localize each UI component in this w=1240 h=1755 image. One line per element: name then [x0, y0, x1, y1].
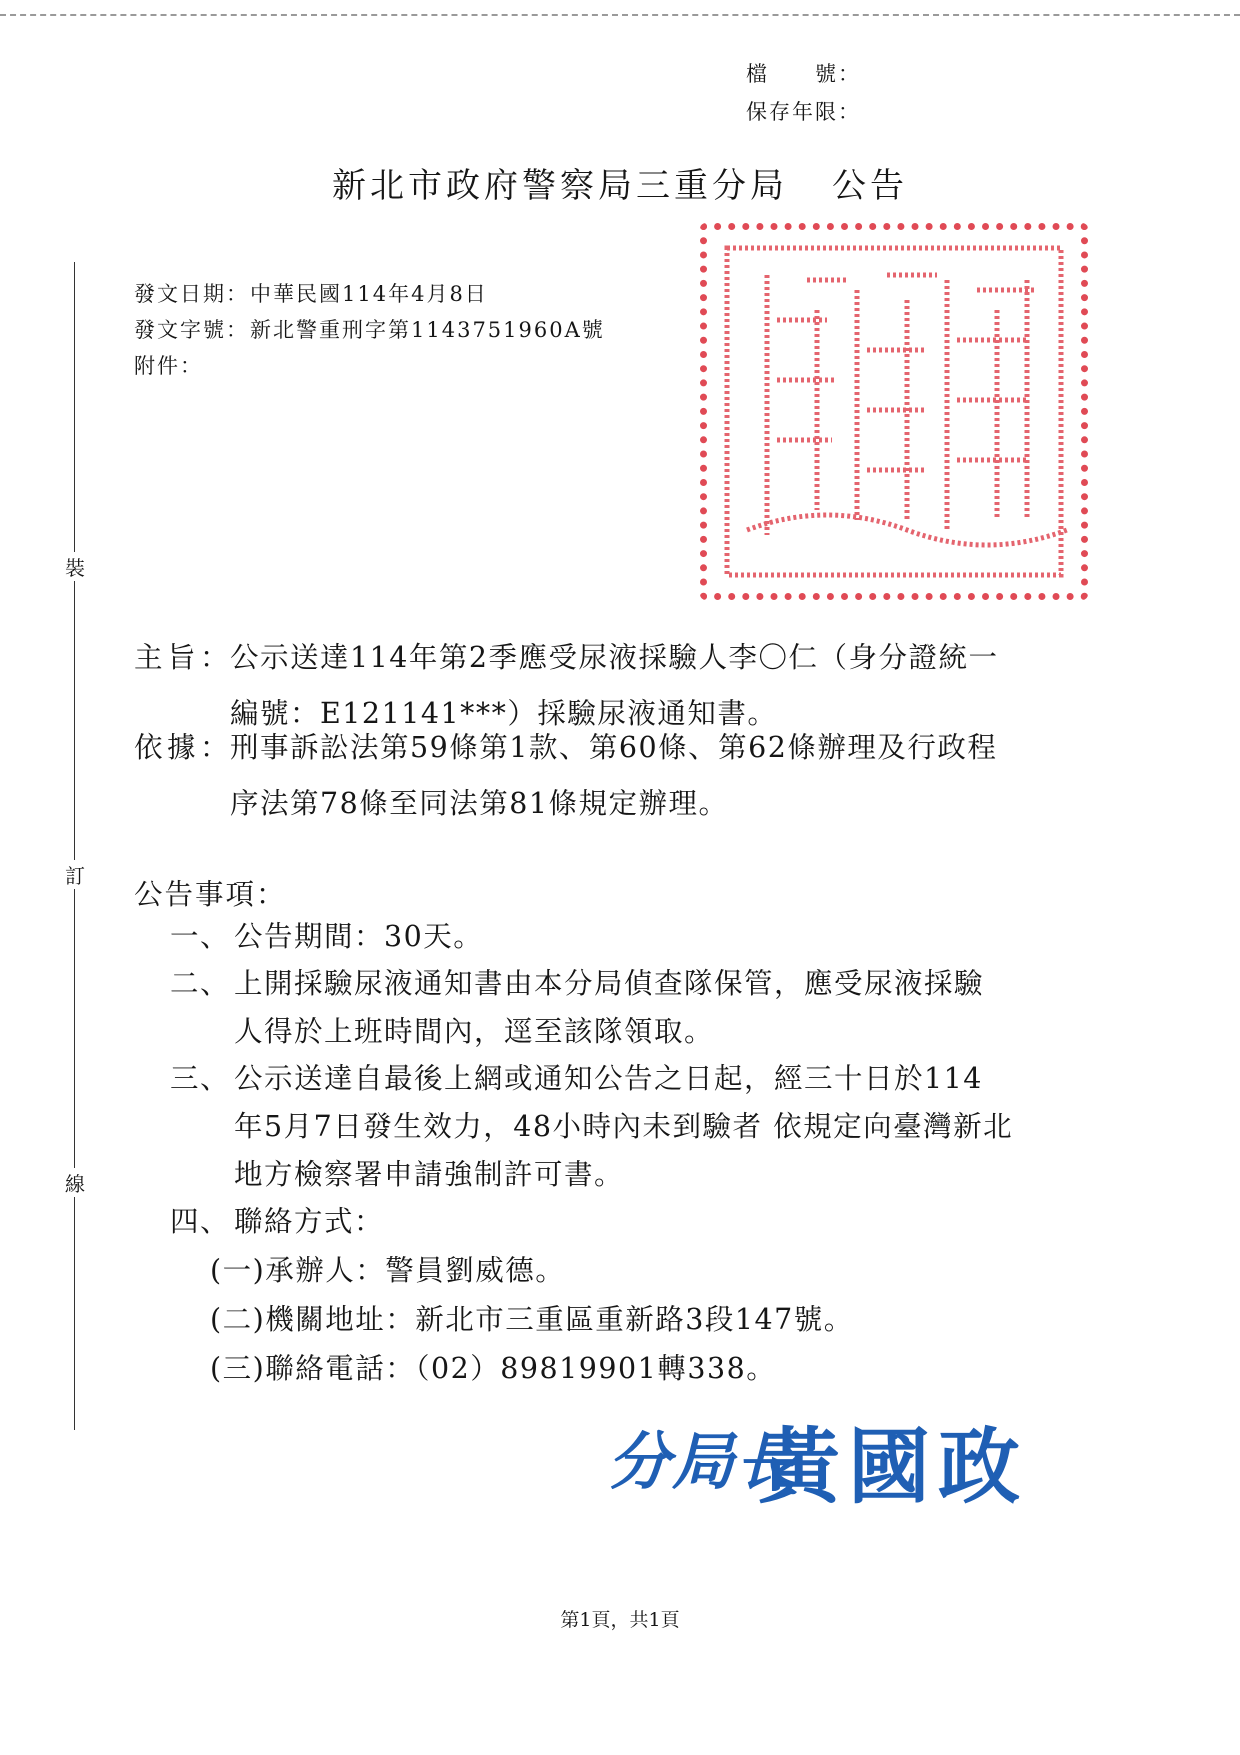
notice-item-3-line-3: 地方檢察署申請強制許可書。 — [234, 1158, 625, 1191]
binding-char-ding: 訂 — [60, 860, 90, 889]
retention-period-row — [746, 96, 861, 126]
contact-phone: (三)聯絡電話：（02）89819901轉338。 — [210, 1352, 777, 1385]
notice-item-3 — [170, 1055, 1040, 1199]
top-dashed-border — [0, 14, 1240, 16]
contact-address: (二)機關地址：新北市三重區重新路3段147號。 — [210, 1303, 854, 1336]
basis-line-1: 刑事訴訟法第59條第1款、第60條、第62條辦理及行政程 — [230, 731, 998, 764]
notice-item-3-line-1: 公示送達自最後上網或通知公告之日起，經三十日於114 — [234, 1062, 983, 1095]
notice-item-2-line-1: 上開採驗尿液通知書由本分局偵查隊保管，應受尿液採驗 — [234, 967, 985, 1000]
issue-date-row — [134, 278, 488, 308]
notice-item-4 — [170, 1198, 1040, 1246]
notice-item-3-number: 三、 — [170, 1062, 231, 1095]
attachment-label: 附件： — [134, 354, 203, 378]
archive-number-row — [746, 58, 861, 88]
signature-stamp — [608, 1405, 1028, 1519]
issue-date-label: 發文日期： — [134, 282, 249, 306]
binding-char-xian: 線 — [60, 1168, 90, 1197]
notice-item-2 — [170, 960, 1040, 1056]
signature-glyphs — [608, 1405, 1028, 1515]
basis-paragraph — [134, 720, 1034, 832]
notice-item-1-number: 一、 — [170, 920, 231, 953]
notice-item-4-number: 四、 — [170, 1205, 231, 1238]
document-type: 公告 — [832, 166, 908, 206]
page-number: 第1頁，共1頁 — [560, 1609, 680, 1631]
official-seal-stamp — [700, 223, 1088, 600]
document-number-row — [134, 314, 605, 344]
subject-line-1: 公示送達114年第2季應受尿液採驗人李〇仁（身分證統一 — [230, 641, 999, 674]
subject-line-2: 編號：E121141***）採驗尿液通知書。 — [230, 697, 778, 730]
document-number-label: 發文字號： — [134, 318, 249, 342]
notice-heading: 公告事項： — [134, 878, 287, 911]
subject-label: 主旨： — [134, 641, 230, 674]
document-number-value: 新北警重刑字第1143751960A號 — [250, 318, 605, 342]
binding-margin-line — [74, 262, 75, 1430]
attachment-row — [134, 350, 203, 380]
svg-text:黃國政: 黃國政 — [758, 1419, 1028, 1515]
agency-name: 新北市政府警察局三重分局 — [332, 166, 788, 206]
notice-item-2-number: 二、 — [170, 967, 231, 1000]
contact-handler: (一)承辦人：警員劉威德。 — [210, 1254, 566, 1287]
svg-text:分局長: 分局長 — [608, 1425, 801, 1498]
notice-item-1-line-1: 公告期間：30天。 — [234, 920, 484, 953]
retention-period-label: 保存年限： — [746, 100, 861, 124]
basis-label: 依據： — [134, 731, 230, 764]
notice-item-3-line-2: 年5月7日發生效力，48小時內未到驗者 依規定向臺灣新北 — [234, 1110, 1014, 1143]
document-title — [0, 158, 1240, 207]
notice-item-4-line-1: 聯絡方式： — [234, 1205, 385, 1238]
notice-item-1 — [170, 913, 1040, 961]
notice-item-2-line-2: 人得於上班時間內，逕至該隊領取。 — [234, 1015, 715, 1048]
basis-line-2: 序法第78條至同法第81條規定辦理。 — [230, 787, 729, 820]
seal-glyphs — [707, 230, 1081, 593]
issue-date-value: 中華民國114年4月8日 — [250, 282, 488, 306]
binding-char-zhuang: 裝 — [60, 552, 90, 581]
archive-number-label: 檔 號： — [746, 62, 861, 86]
